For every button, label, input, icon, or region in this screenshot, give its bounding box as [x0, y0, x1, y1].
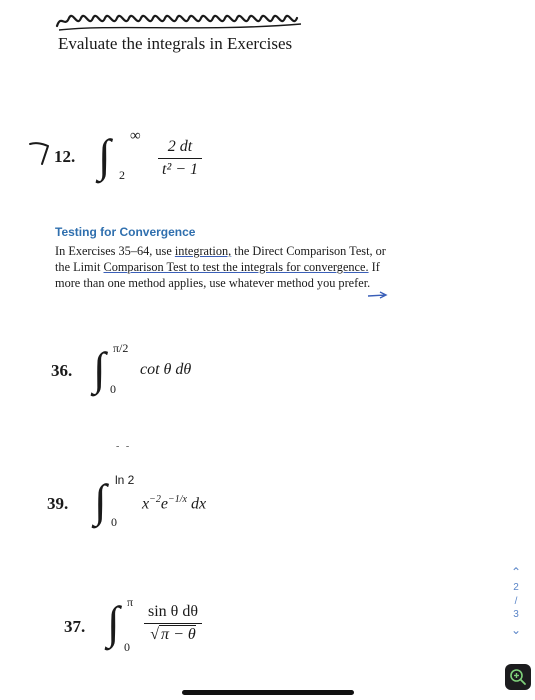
- integrand-part: dx: [186, 495, 207, 513]
- sqrt-sign: √: [150, 626, 160, 643]
- current-page: 2: [513, 581, 519, 593]
- chevron-up-icon[interactable]: ⌃: [510, 565, 522, 579]
- section-heading: Testing for Convergence: [55, 225, 196, 239]
- exercise-37-denominator: π − θ: [161, 626, 196, 643]
- exercise-36-integrand: cot θ dθ: [140, 361, 192, 378]
- exercise-12-fraction: [158, 138, 202, 179]
- exercise-12-lower-limit: 2: [119, 168, 125, 182]
- stray-marks: - -: [116, 441, 132, 452]
- page-navigator: [507, 565, 525, 637]
- zoom-in-button[interactable]: [505, 664, 531, 690]
- exercise-12-numerator: 2 dt: [167, 138, 193, 155]
- exercise-37-lower-limit: 0: [124, 640, 130, 654]
- instruction-text: In Exercises 35–64, use: [55, 244, 175, 258]
- integral-sign-39: ∫: [94, 475, 107, 526]
- exercise-39-upper-limit: ln 2: [115, 473, 135, 487]
- exercise-36-lower-limit: 0: [110, 382, 116, 396]
- exercise-37-numerator: sin θ dθ: [148, 603, 198, 620]
- integrand-part: e: [160, 495, 168, 513]
- exercise-37-denominator-group: [146, 624, 199, 644]
- section-instructions: [55, 243, 455, 291]
- instruction-line-3: more than one method applies, use whatever method you prefer.: [55, 276, 371, 290]
- zoom-in-icon: [505, 664, 531, 690]
- handwritten-mark: [28, 140, 54, 166]
- chevron-down-icon[interactable]: ⌄: [510, 623, 522, 637]
- home-indicator[interactable]: [182, 690, 354, 695]
- exercise-36-number: 36.: [51, 361, 73, 380]
- instruction-line-2: [55, 259, 455, 275]
- integral-sign-12: ∫: [98, 130, 111, 181]
- exercise-12-upper-limit: ∞: [130, 128, 141, 144]
- exponent: −1/x: [167, 494, 187, 505]
- exercise-12-number: 12.: [54, 147, 76, 166]
- total-pages: 3: [513, 609, 519, 621]
- exercise-12-denominator: t² − 1: [162, 161, 199, 178]
- page-title: Evaluate the integrals in Exercises: [58, 34, 293, 53]
- integral-sign-36: ∫: [93, 343, 106, 394]
- instruction-text: If: [368, 260, 380, 274]
- integral-sign-37: ∫: [107, 597, 120, 648]
- instruction-text: the Limit: [55, 260, 104, 274]
- instruction-line-1: [55, 243, 455, 259]
- exponent: −2: [149, 494, 161, 505]
- integrand-part: x: [142, 495, 150, 513]
- page-separator: /: [514, 595, 518, 607]
- handwritten-scribble: [55, 6, 305, 34]
- underlined-text: Comparison Test to test the integrals for convergence.: [103, 260, 369, 274]
- instruction-text: the Direct Comparison Test, or: [231, 244, 386, 258]
- exercise-39-number: 39.: [47, 494, 69, 513]
- exercise-37-upper-limit: π: [127, 595, 134, 609]
- exercise-37-number: 37.: [64, 617, 86, 636]
- exercise-36-upper-limit: π/2: [113, 341, 129, 355]
- handwritten-arrow: [366, 290, 390, 300]
- exercise-39-lower-limit: 0: [111, 515, 117, 529]
- exercise-37-fraction: [144, 603, 202, 644]
- underlined-text: integration,: [174, 244, 232, 258]
- exercise-39-integrand: [142, 494, 206, 513]
